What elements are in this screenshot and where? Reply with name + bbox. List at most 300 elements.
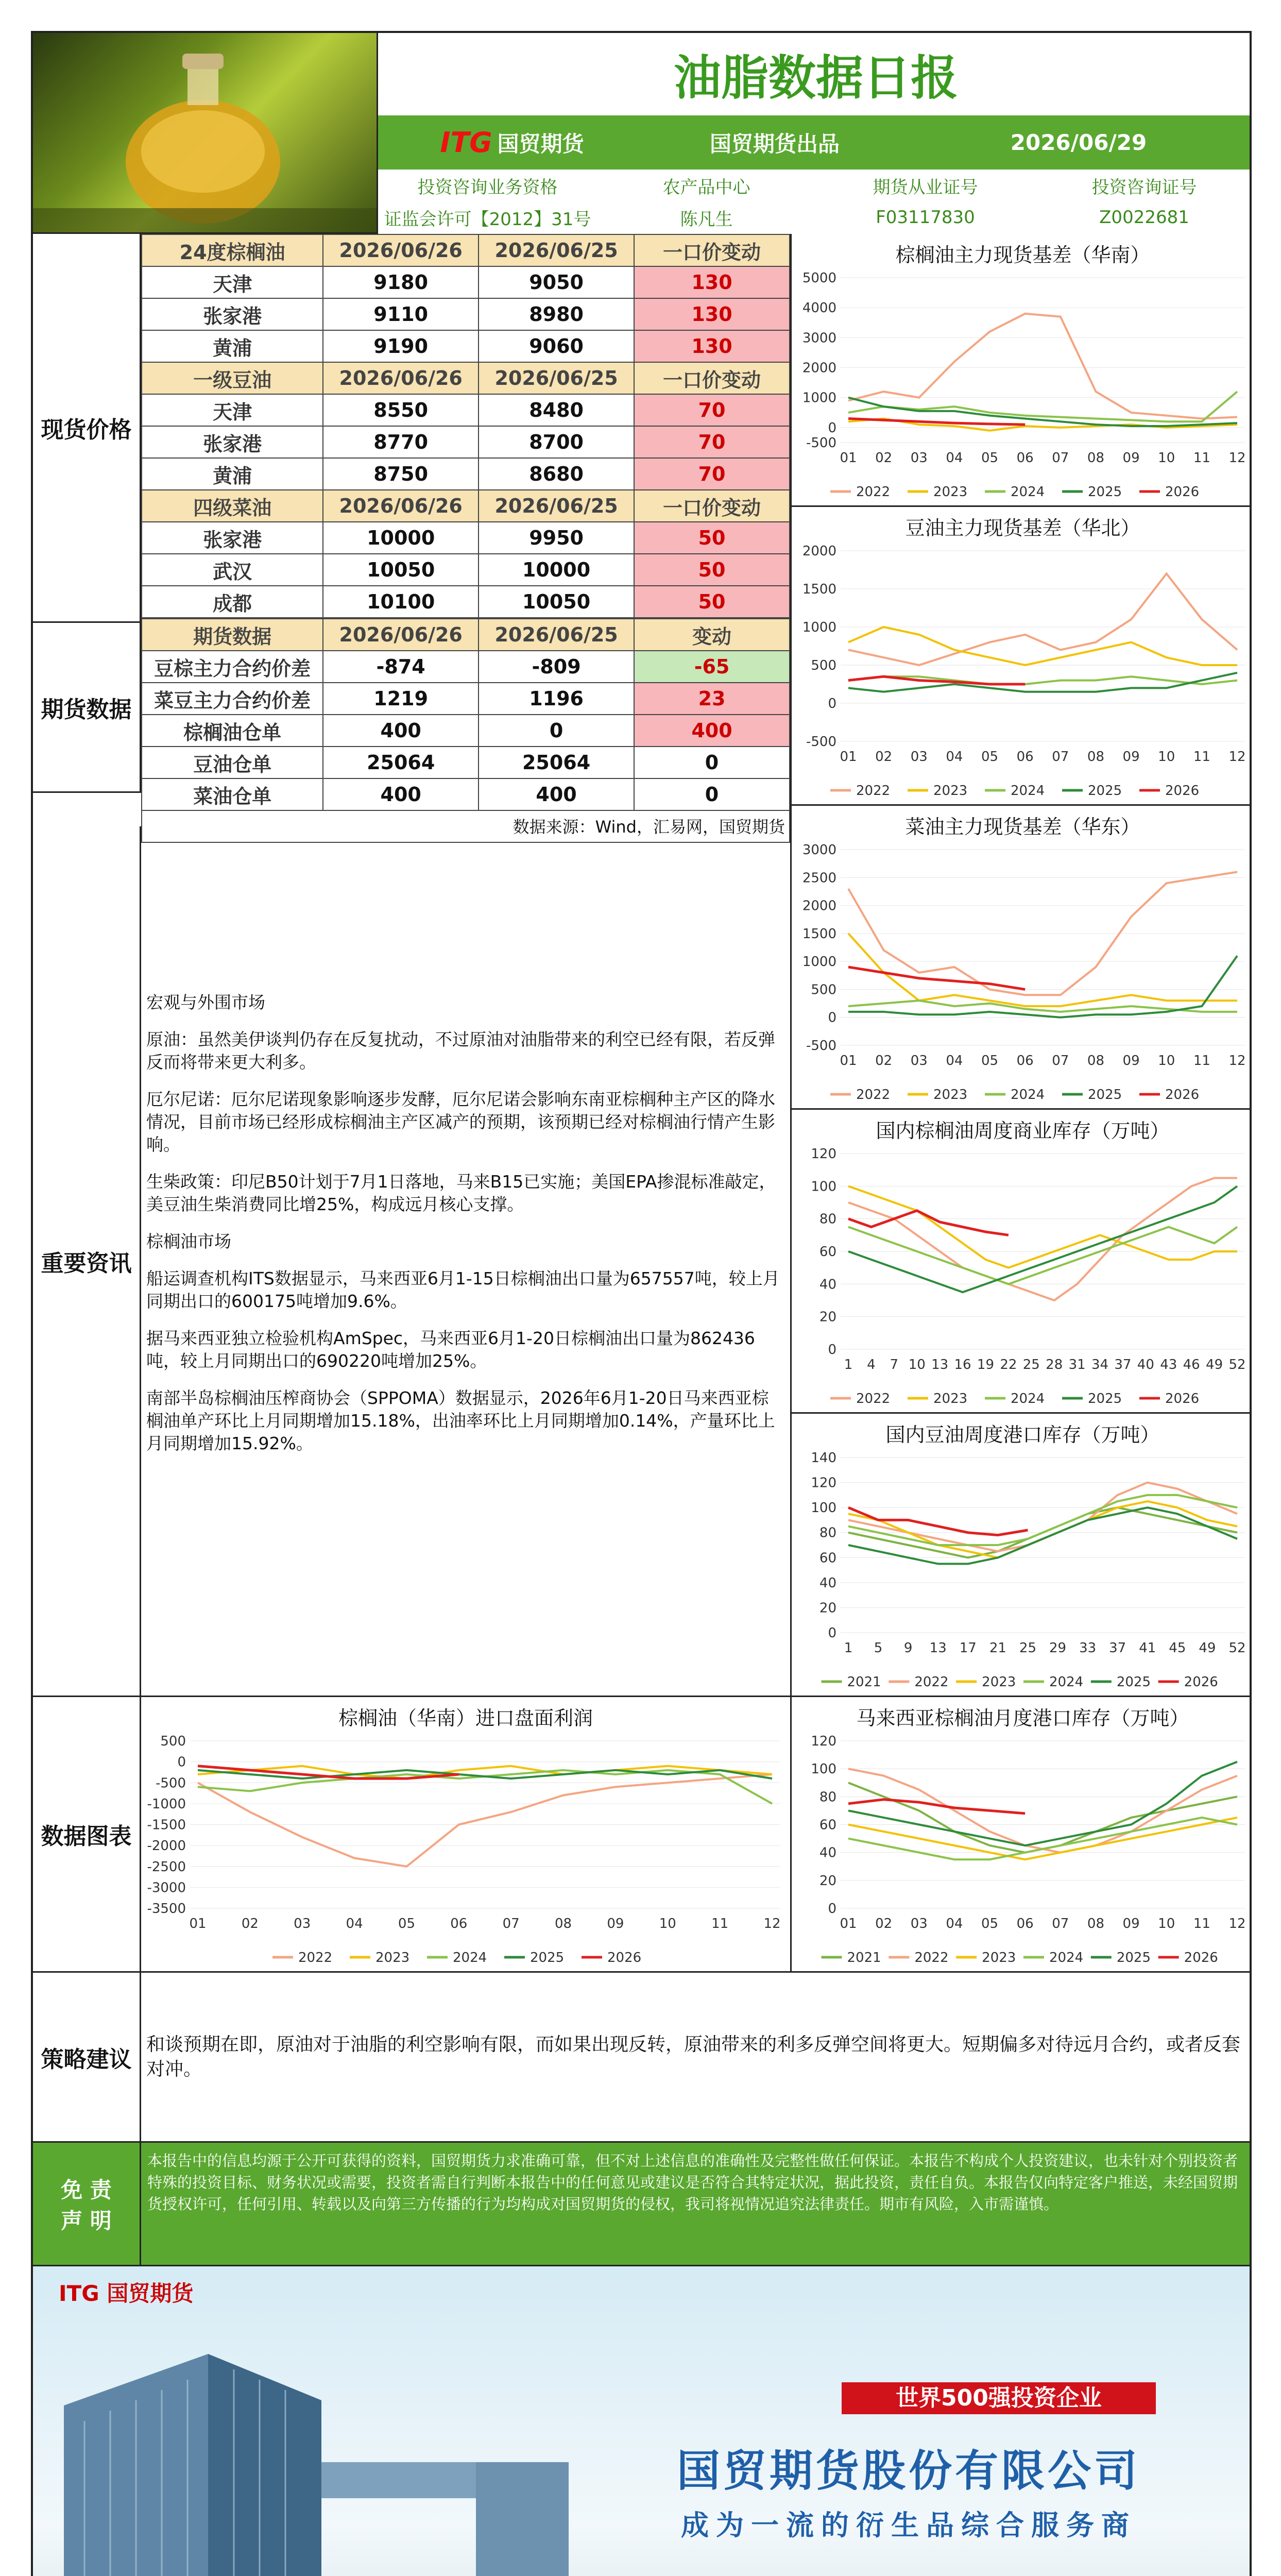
change-cell: 130: [634, 298, 790, 330]
x-tick-label: 5: [874, 1640, 883, 1656]
x-tick-label: 37: [1114, 1357, 1132, 1372]
value-cell: 2026/06/25: [479, 234, 634, 266]
legend-label: 2024: [1011, 484, 1045, 500]
table-row: [142, 330, 790, 362]
disclaimer-text: 本报告中的信息均源于公开可获得的资料，国贸期货力求准确可靠，但不对上述信息的准确性及完整性做任何保证。本报告不构成个人投资建议，也未针对个别投资者特殊的投资目标、财务状况或需要，投资者需自行判断本报告中的任何意见或建议是否符合其特定状况，据此投资，责任自负。本报告仅向特定客户推送，未经国贸期货授权许可，任何引用、转载以及向第三方传播的行为均构成对国贸期货的侵权，我司将视情况追究法律责任。期市有风险，入市需谨慎。: [141, 2143, 1252, 2266]
info-label: 期货从业证号: [873, 177, 978, 198]
legend-label: 2022: [914, 1674, 949, 1690]
x-tick-label: 08: [1087, 749, 1105, 765]
info-label: 农产品中心: [662, 177, 750, 198]
x-tick-label: 03: [910, 1916, 928, 1931]
y-tick-label: -500: [806, 435, 836, 451]
company-name: 国贸期货股份有限公司: [676, 2446, 1140, 2496]
y-tick-label: 100: [811, 1761, 836, 1777]
legend-label: 2023: [933, 484, 968, 500]
x-tick-label: 28: [1046, 1357, 1063, 1372]
section-spot: 现货价格: [33, 234, 141, 623]
y-tick-label: -500: [806, 734, 836, 750]
x-tick-label: 12: [1228, 1053, 1246, 1069]
x-tick-label: 11: [1193, 1053, 1210, 1069]
table-row: [142, 554, 790, 586]
x-tick-label: 13: [929, 1640, 947, 1656]
fortune-500-badge: 世界500强投资企业: [842, 2382, 1156, 2414]
value-cell: 8680: [479, 458, 634, 490]
x-tick-label: 06: [1016, 450, 1034, 466]
series-line-2022: [848, 1178, 1237, 1301]
x-tick-label: 06: [450, 1916, 468, 1931]
table-header-row: [142, 234, 790, 266]
page-title: 油脂数据日报: [673, 50, 958, 106]
y-tick-label: 40: [819, 1575, 836, 1591]
x-tick-label: 10: [1158, 450, 1175, 466]
x-tick-label: 43: [1160, 1357, 1177, 1372]
change-cell: 一口价变动: [634, 490, 790, 522]
x-tick-label: 09: [1122, 1053, 1140, 1069]
value-cell: -874: [323, 651, 479, 683]
chart-soy-port-inventory: [790, 1414, 1252, 1697]
chart-title: 豆油主力现货基差（华北）: [905, 517, 1140, 539]
x-tick-label: 01: [840, 1053, 857, 1069]
y-tick-label: 80: [819, 1789, 836, 1805]
row-label: 张家港: [142, 298, 323, 330]
value-cell: 8550: [323, 394, 479, 426]
x-tick-label: 37: [1109, 1640, 1126, 1656]
value-cell: 9190: [323, 330, 479, 362]
y-tick-label: 80: [819, 1211, 836, 1227]
y-tick-label: 120: [811, 1475, 836, 1491]
change-cell: 50: [634, 586, 790, 618]
legend-label: 2022: [856, 1087, 891, 1103]
y-tick-label: -2000: [147, 1838, 186, 1854]
y-tick-label: 100: [811, 1179, 836, 1195]
y-tick-label: -1500: [147, 1817, 186, 1833]
table-header-row: [142, 362, 790, 394]
legend-label: 2023: [982, 1950, 1016, 1965]
value-cell: 10050: [479, 586, 634, 618]
value-cell: 9110: [323, 298, 479, 330]
x-tick-label: 01: [840, 1916, 857, 1931]
legend-label: 2026: [1184, 1674, 1218, 1690]
value-cell: 9950: [479, 522, 634, 554]
legend-label: 2024: [1011, 783, 1045, 799]
x-tick-label: 46: [1183, 1357, 1200, 1372]
y-tick-label: 120: [811, 1146, 836, 1162]
section-disclaimer: 免 责 声 明: [33, 2143, 141, 2266]
x-tick-label: 07: [502, 1916, 520, 1931]
legend-label: 2022: [298, 1950, 333, 1965]
spot-price-table: [141, 234, 790, 618]
oil-bottle-image: [33, 33, 378, 234]
legend-label: 2022: [856, 484, 891, 500]
row-label: 成都: [142, 586, 323, 618]
series-line-2026: [848, 1800, 1025, 1814]
value-cell: 2026/06/26: [323, 619, 479, 651]
x-tick-label: 02: [875, 450, 893, 466]
x-tick-label: 22: [1000, 1357, 1017, 1372]
x-tick-label: 12: [1228, 749, 1246, 765]
y-tick-label: 3000: [802, 330, 836, 346]
x-tick-label: 01: [840, 450, 857, 466]
brand-logo: ITG: [440, 126, 492, 159]
x-tick-label: 11: [1193, 450, 1210, 466]
y-tick-label: -3000: [147, 1880, 186, 1896]
value-cell: 400: [323, 778, 479, 810]
legend-label: 2021: [847, 1950, 881, 1965]
y-tick-label: 20: [819, 1600, 836, 1616]
table-row: [142, 458, 790, 490]
x-tick-label: 17: [959, 1640, 977, 1656]
x-tick-label: 10: [1158, 1053, 1175, 1069]
series-line-2026: [848, 418, 1025, 425]
chart-palm-inventory: [790, 1110, 1252, 1414]
y-tick-label: 80: [819, 1525, 836, 1541]
x-tick-label: 10: [908, 1357, 926, 1372]
chart-title: 棕榈油主力现货基差（华南）: [895, 244, 1150, 266]
table-row: [142, 715, 790, 747]
news-paragraph: 厄尔尼诺：厄尔尼诺现象影响逐步发酵，厄尔尼诺会影响东南亚棕榈种主产区的降水情况，目前市场已经形成棕榈油主产区减产的预期，该预期已经对棕榈油行情产生影响。: [146, 1089, 775, 1155]
x-tick-label: 02: [875, 749, 893, 765]
value-cell: 10100: [323, 586, 479, 618]
value-cell: 1196: [479, 683, 634, 715]
x-tick-label: 25: [1022, 1357, 1040, 1372]
news-paragraph: 宏观与外围市场: [146, 992, 265, 1012]
x-tick-label: 12: [1228, 1916, 1246, 1931]
x-tick-label: 29: [1049, 1640, 1067, 1656]
change-cell: 50: [634, 554, 790, 586]
x-tick-label: 21: [989, 1640, 1006, 1656]
value-cell: 10000: [323, 522, 479, 554]
value-cell: 8750: [323, 458, 479, 490]
row-label: 豆油仓单: [142, 747, 323, 778]
table-row: [142, 586, 790, 618]
info-value: F03117830: [876, 207, 975, 228]
y-tick-label: 1500: [802, 926, 836, 942]
y-tick-label: -3500: [147, 1901, 186, 1917]
news-paragraph: 生柴政策：印尼B50计划于7月1日落地，马来B15已实施；美国EPA掺混标准敲定，美豆油生柴消费同比增25%，构成远月核心支撑。: [146, 1172, 776, 1214]
info-value: Z0022681: [1099, 207, 1189, 228]
report-date: 2026/06/29: [1010, 130, 1147, 155]
legend-label: 2025: [530, 1950, 565, 1965]
header-photo: [33, 33, 378, 234]
chart-title: 棕榈油（华南）进口盘面利润: [338, 1707, 593, 1730]
futures-table: [141, 618, 790, 811]
x-tick-label: 25: [1019, 1640, 1037, 1656]
row-label: 豆棕主力合约价差: [142, 651, 323, 683]
x-tick-label: 11: [1193, 749, 1210, 765]
series-line-2022: [848, 314, 1237, 419]
y-tick-label: 500: [811, 982, 836, 998]
value-cell: 400: [323, 715, 479, 747]
x-tick-label: 06: [1016, 749, 1034, 765]
x-tick-label: 7: [890, 1357, 899, 1372]
legend-label: 2024: [1049, 1950, 1084, 1965]
series-line-2022: [848, 573, 1237, 665]
row-label: 菜油仓单: [142, 778, 323, 810]
table-row: [142, 683, 790, 715]
series-line-2023: [848, 1818, 1237, 1859]
x-tick-label: 01: [189, 1916, 207, 1931]
chart-palm-basis: [790, 234, 1252, 507]
news-list: [141, 991, 790, 1455]
x-tick-label: 08: [1087, 450, 1105, 466]
series-line-2024: [198, 1770, 772, 1804]
x-tick-label: 07: [1052, 450, 1069, 466]
x-tick-label: 19: [977, 1357, 995, 1372]
data-source: 数据来源：Wind，汇易网，国贸期货: [141, 811, 790, 843]
legend-label: 2022: [856, 783, 891, 799]
y-tick-label: 2000: [802, 360, 836, 376]
news-paragraph: 南部半岛棕榈油压榨商协会（SPPOMA）数据显示，2026年6月1-20日马来西亚棕榈油单产环比上月同期增加15.18%，出油率环比上月同期增加0.14%，产量环比上月同期增加15.92%。: [146, 1388, 775, 1453]
x-tick-label: 40: [1137, 1357, 1154, 1372]
section-news: 重要资讯: [33, 826, 141, 1697]
credentials: [378, 170, 1252, 234]
y-tick-label: -1000: [147, 1796, 186, 1812]
legend-label: 2024: [1049, 1674, 1084, 1690]
x-tick-label: 08: [1087, 1053, 1105, 1069]
y-tick-label: 500: [811, 658, 836, 673]
x-tick-label: 52: [1228, 1640, 1246, 1656]
header-bar: [378, 115, 1252, 170]
x-tick-label: 08: [1087, 1916, 1105, 1931]
y-tick-label: -2500: [147, 1859, 186, 1875]
y-tick-label: 500: [160, 1734, 186, 1749]
table-row: [142, 266, 790, 298]
change-cell: 70: [634, 394, 790, 426]
y-tick-label: 60: [819, 1244, 836, 1260]
x-tick-label: 52: [1228, 1357, 1246, 1372]
change-cell: 一口价变动: [634, 362, 790, 394]
y-tick-label: -500: [806, 1038, 836, 1054]
series-line-2026: [848, 1211, 1009, 1235]
x-tick-label: 16: [954, 1357, 971, 1372]
value-cell: 25064: [479, 747, 634, 778]
x-tick-label: 09: [1122, 1916, 1140, 1931]
legend-label: 2024: [453, 1950, 487, 1965]
table-row: [142, 778, 790, 810]
company-slogan: 成为一流的衍生品综合服务商: [681, 2509, 1136, 2541]
value-cell: 0: [479, 715, 634, 747]
series-line-2023: [848, 1501, 1237, 1557]
section-charts: 数据图表: [33, 1697, 141, 1973]
news-paragraph: 原油：虽然美伊谈判仍存在反复扰动，不过原油对油脂带来的利空已经有限，若反弹反而将带来更大利多。: [146, 1029, 775, 1072]
change-cell: 130: [634, 330, 790, 362]
value-cell: 2026/06/25: [479, 490, 634, 522]
legend-label: 2023: [933, 1087, 968, 1103]
x-tick-label: 31: [1068, 1357, 1086, 1372]
y-tick-label: 0: [828, 1010, 836, 1026]
x-tick-label: 08: [554, 1916, 572, 1931]
change-cell: -65: [634, 651, 790, 683]
chart-title: 国内棕榈油周度商业库存（万吨）: [876, 1120, 1170, 1142]
y-tick-label: 2000: [802, 544, 836, 559]
row-label: 24度棕榈油: [142, 234, 323, 266]
value-cell: 2026/06/25: [479, 619, 634, 651]
series-line-2024: [848, 1818, 1237, 1859]
series-line-2024: [848, 676, 1237, 684]
value-cell: 1219: [323, 683, 479, 715]
x-tick-label: 03: [910, 749, 928, 765]
row-label: 天津: [142, 394, 323, 426]
table-row: [142, 747, 790, 778]
strategy-text: 和谈预期在即，原油对于油脂的利空影响有限，而如果出现反转，原油带来的利多反弹空间将更大。短期偏多对待远月合约，或者反套对冲。: [146, 2033, 1241, 2080]
x-tick-label: 02: [875, 1916, 893, 1931]
banner-logo: ITG 国贸期货: [59, 2281, 194, 2306]
x-tick-label: 10: [1158, 749, 1175, 765]
building-image: [33, 2266, 600, 2576]
x-tick-label: 04: [946, 450, 963, 466]
value-cell: 9180: [323, 266, 479, 298]
series-line-2022: [848, 1769, 1237, 1853]
x-tick-label: 9: [903, 1640, 913, 1656]
row-label: 张家港: [142, 426, 323, 458]
row-label: 黄浦: [142, 330, 323, 362]
y-tick-label: 1000: [802, 620, 836, 635]
change-cell: 0: [634, 747, 790, 778]
y-tick-label: 5000: [802, 270, 836, 286]
y-tick-label: 4000: [802, 300, 836, 316]
y-tick-label: 60: [819, 1550, 836, 1566]
publisher: 国贸期货出品: [709, 131, 840, 157]
info-value: 证监会许可【2012】31号: [384, 209, 591, 230]
x-tick-label: 02: [875, 1053, 893, 1069]
x-tick-label: 13: [931, 1357, 949, 1372]
value-cell: 9060: [479, 330, 634, 362]
row-label: 一级豆油: [142, 362, 323, 394]
news-panel: [141, 826, 790, 1697]
legend-label: 2025: [1088, 484, 1122, 500]
y-tick-label: 0: [828, 1342, 836, 1358]
change-cell: 70: [634, 426, 790, 458]
chart-title: 国内豆油周度港口库存（万吨）: [885, 1423, 1160, 1446]
x-tick-label: 04: [946, 749, 963, 765]
x-tick-label: 06: [1016, 1916, 1034, 1931]
x-tick-label: 45: [1169, 1640, 1186, 1656]
price-tables: [141, 234, 790, 843]
row-label: 张家港: [142, 522, 323, 554]
x-tick-label: 10: [1158, 1916, 1175, 1931]
y-tick-label: 1000: [802, 390, 836, 406]
info-value: 陈凡生: [680, 209, 733, 230]
y-tick-label: 0: [828, 1625, 836, 1641]
chart-title: 马来西亚棕榈油月度港口库存（万吨）: [856, 1707, 1189, 1730]
x-tick-label: 07: [1052, 1916, 1069, 1931]
y-tick-label: 0: [828, 420, 836, 436]
change-cell: 变动: [634, 619, 790, 651]
chart-rapeseed-basis: [790, 806, 1252, 1110]
value-cell: 9050: [479, 266, 634, 298]
news-paragraph: 棕榈油市场: [146, 1231, 231, 1251]
x-tick-label: 1: [844, 1357, 853, 1372]
x-tick-label: 41: [1139, 1640, 1156, 1656]
legend-label: 2025: [1088, 783, 1122, 799]
y-tick-label: 120: [811, 1734, 836, 1749]
x-tick-label: 34: [1091, 1357, 1109, 1372]
y-tick-label: 0: [828, 1901, 836, 1917]
change-cell: 50: [634, 522, 790, 554]
y-tick-label: 2500: [802, 870, 836, 886]
news-paragraph: 据马来西亚独立检验机构AmSpec，马来西亚6月1-20日棕榈油出口量为862436吨，较上月同期出口的690220吨增加25%。: [146, 1328, 755, 1371]
y-tick-label: 20: [819, 1309, 836, 1325]
legend-label: 2022: [914, 1950, 949, 1965]
value-cell: 2026/06/26: [323, 490, 479, 522]
change-cell: 400: [634, 715, 790, 747]
legend-label: 2026: [1165, 484, 1200, 500]
series-line-2022: [198, 1774, 772, 1867]
value-cell: 8480: [479, 394, 634, 426]
row-label: 天津: [142, 266, 323, 298]
value-cell: 10000: [479, 554, 634, 586]
y-tick-label: 3000: [802, 842, 836, 858]
legend-label: 2023: [933, 783, 968, 799]
y-tick-label: 0: [177, 1754, 186, 1770]
x-tick-label: 05: [981, 749, 999, 765]
x-tick-label: 03: [910, 1053, 928, 1069]
chart-title: 菜油主力现货基差（华东）: [905, 816, 1140, 838]
value-cell: 2026/06/26: [323, 234, 479, 266]
legend-label: 2025: [1088, 1087, 1122, 1103]
table-row: [142, 426, 790, 458]
legend-label: 2023: [933, 1391, 968, 1406]
row-label: 四级菜油: [142, 490, 323, 522]
x-tick-label: 05: [981, 1916, 999, 1931]
change-cell: 一口价变动: [634, 234, 790, 266]
y-tick-label: 20: [819, 1873, 836, 1889]
series-line-2025: [848, 1507, 1237, 1564]
x-tick-label: 09: [1122, 749, 1140, 765]
legend-label: 2021: [847, 1674, 881, 1690]
x-tick-label: 06: [1016, 1053, 1034, 1069]
table-row: [142, 394, 790, 426]
legend-label: 2025: [1116, 1674, 1151, 1690]
table-row: [142, 298, 790, 330]
table-header-row: [142, 619, 790, 651]
y-tick-label: 140: [811, 1450, 836, 1466]
change-cell: 23: [634, 683, 790, 715]
series-line-2025: [848, 1186, 1237, 1292]
value-cell: 8770: [323, 426, 479, 458]
y-tick-label: 60: [819, 1817, 836, 1833]
legend-label: 2023: [982, 1674, 1016, 1690]
x-tick-label: 04: [946, 1053, 963, 1069]
company-banner: [33, 2266, 1252, 2576]
table-row: [142, 651, 790, 683]
info-label: 投资咨询业务资格: [417, 177, 558, 198]
table-row: [142, 522, 790, 554]
x-tick-label: 11: [1193, 1916, 1210, 1931]
x-tick-label: 11: [711, 1916, 729, 1931]
row-label: 黄浦: [142, 458, 323, 490]
y-tick-label: -500: [155, 1775, 186, 1791]
x-tick-label: 03: [294, 1916, 311, 1931]
y-tick-label: 40: [819, 1277, 836, 1293]
x-tick-label: 09: [1122, 450, 1140, 466]
x-tick-label: 01: [840, 749, 857, 765]
x-tick-label: 03: [910, 450, 928, 466]
row-label: 棕榈油仓单: [142, 715, 323, 747]
legend-label: 2026: [1165, 1087, 1200, 1103]
x-tick-label: 49: [1199, 1640, 1216, 1656]
table-header-row: [142, 490, 790, 522]
section-strategy: 策略建议: [33, 1973, 141, 2143]
x-tick-label: 1: [844, 1640, 853, 1656]
section-futures: 期货数据: [33, 623, 141, 793]
value-cell: 400: [479, 778, 634, 810]
x-tick-label: 49: [1206, 1357, 1223, 1372]
legend-label: 2026: [1165, 1391, 1200, 1406]
y-tick-label: 1500: [802, 582, 836, 597]
legend-label: 2025: [1116, 1950, 1151, 1965]
x-tick-label: 04: [946, 1916, 963, 1931]
